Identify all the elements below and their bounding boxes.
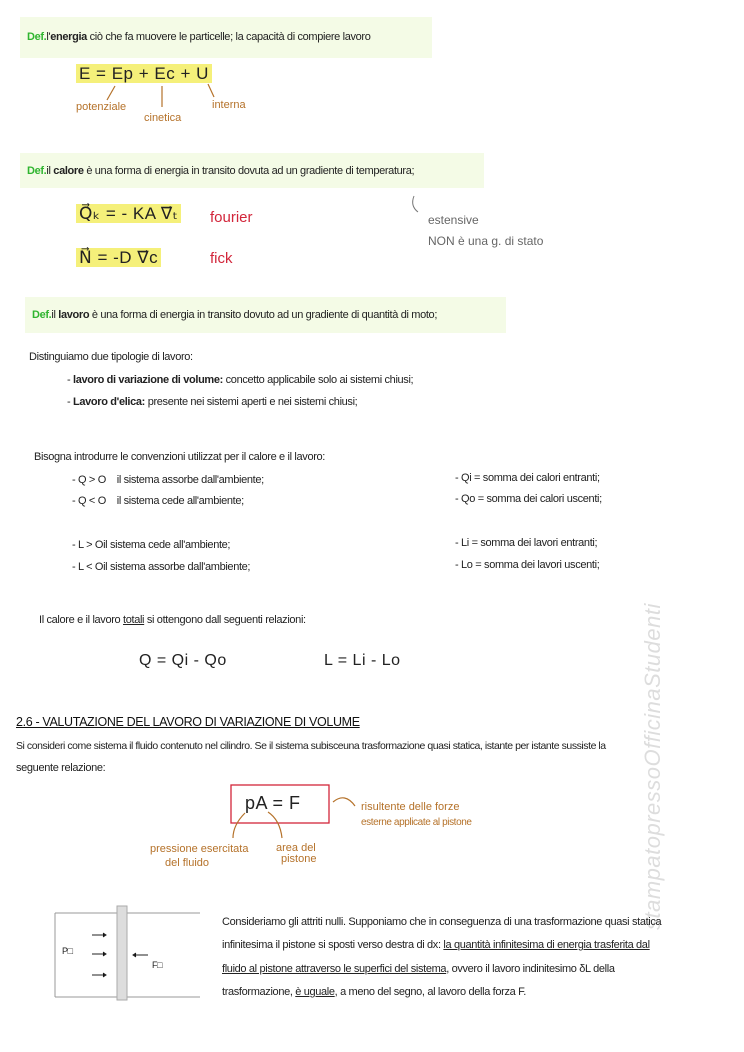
diagram-p-label: P□ [62,946,73,956]
def-calore-text: Def.il calore è una forma di energia in transito dovuta ad un gradiente di temperatura; [27,165,415,177]
watermark: stampatopressoOfficinaStudenti [640,603,665,930]
tipologia-item: - Lavoro d'elica: presente nei sistemi aperti e nei sistemi chiusi; [67,396,358,408]
convention-item: - L < Oil sistema assorbe dall'ambiente; [72,561,251,573]
section-paragraph: seguente relazione: [16,762,106,774]
convention-item: - Q > O il sistema assorbe dall'ambiente; [72,474,264,486]
label-pressione: pressione esercitata [150,843,249,855]
convention-item: - Q < O il sistema cede all'ambiente; [72,495,244,507]
convention-item: - Li = somma dei lavori entranti; [455,537,598,549]
note-estensive: estensive [428,213,479,227]
piston-diagram [55,906,200,1000]
paragraph-line: trasformazione, è uguale, a meno del segno, al lavoro della forza F. [222,986,526,998]
curved-arrow-icon [413,196,418,212]
energy-formula: E = Ep + Ec + U [76,64,212,83]
tipologie-intro: Distinguiamo due tipologie di lavoro: [29,351,193,363]
paragraph-line: fluido al pistone attraverso le superfici del sistema, ovvero il lavoro indinitesimo δL della [222,963,615,975]
diagram-f-label: F□ [152,960,163,970]
paragraph-line: Consideriamo gli attriti nulli. Supponiamo che in conseguenza di una trasformazione quasi statica [222,916,662,928]
fourier-formula: Q⃗ₖ = - KA ∇⃗ₜ [76,204,181,223]
note-non-stato: NON è una g. di stato [428,234,544,248]
label-risultante: esterne applicate al pistone [361,817,472,828]
convention-item: - Qi = somma dei calori entranti; [455,472,600,484]
convenzioni-intro: Bisogna introdurre le convenzioni utilizzat per il calore e il lavoro: [34,451,325,463]
formula-q-total: Q = Qi - Qo [139,652,227,669]
formula-l-total: L = Li - Lo [324,652,401,669]
paragraph-line: infinitesima il pistone si sposti verso destra di dx: la quantità infinitesima di energia trasferita dal [222,939,650,951]
label-area: area del [276,842,316,854]
label-fourier: fourier [210,209,253,226]
label-cinetica: cinetica [144,112,182,124]
section-paragraph: Si consideri come sistema il fluido contenuto nel cilindro. Se il sistema subisceuna trasformazione quasi statica, istante per istante sussiste la [16,740,606,752]
formula-pa-f: pA = F [245,793,301,813]
def-energia-text: Def.l'energia ciò che fa muovere le particelle; la capacità di compiere lavoro [27,31,371,43]
section-heading: 2.6 - VALUTAZIONE DEL LAVORO DI VARIAZIONE DI VOLUME [16,715,360,729]
fick-formula: N⃗ = -D ∇⃗c [76,248,161,267]
tipologia-item: - lavoro di variazione di volume: concetto applicabile solo ai sistemi chiusi; [67,374,414,386]
label-potenziale: potenziale [76,101,127,113]
label-pressione: del fluido [165,857,210,869]
label-interna: interna [212,99,246,111]
label-area: pistone [281,853,317,865]
convention-item: - Lo = somma dei lavori uscenti; [455,559,600,571]
label-risultante: risultente delle forze [361,801,460,813]
convention-item: - L > Oil sistema cede all'ambiente; [72,539,231,551]
piston [117,906,127,1000]
label-fick: fick [210,250,233,267]
def-lavoro-text: Def.il lavoro è una forma di energia in transito dovuto ad un gradiente di quantità di moto; [32,309,438,321]
convention-item: - Qo = somma dei calori uscenti; [455,493,602,505]
totali-intro: Il calore e il lavoro totali si ottengono dall seguenti relazioni: [39,614,306,626]
